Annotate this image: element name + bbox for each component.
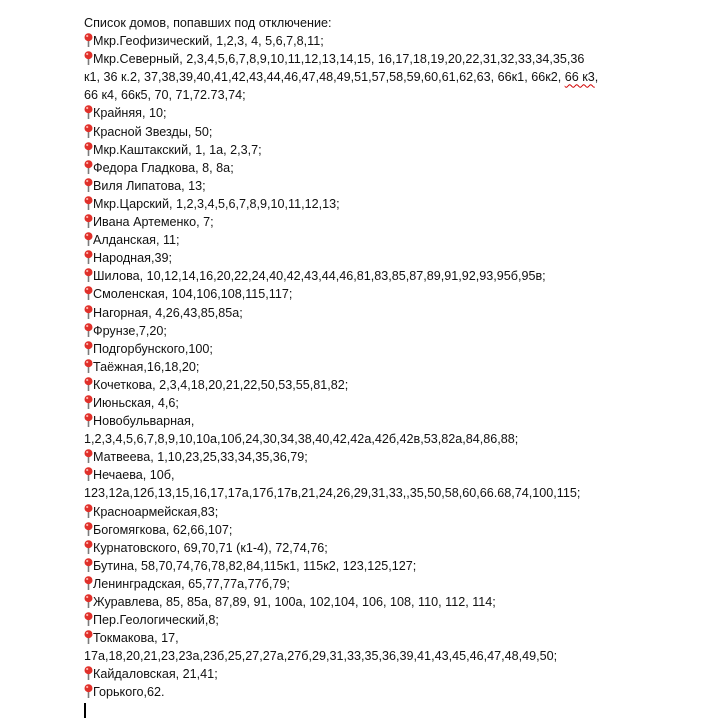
pushpin-icon xyxy=(84,467,93,481)
list-item xyxy=(84,575,714,593)
pushpin-icon xyxy=(84,178,93,192)
list-item-text: к1, 36 к.2, 37,38,39,40,41,42,43,44,46,47,48,49,51,57,58,59,60,61,62,63, 66к1, 66к2, 66 к3, xyxy=(84,70,599,85)
list-item xyxy=(84,304,714,322)
list-item-text: Народная,39; xyxy=(93,251,172,266)
list-item-text: Красной Звезды, 50; xyxy=(93,124,213,139)
list-item xyxy=(84,412,714,430)
pushpin-icon xyxy=(84,142,93,156)
list-item xyxy=(84,484,714,502)
pushpin-icon xyxy=(84,105,93,119)
list-item xyxy=(84,611,714,629)
list-item-text: Токмакова, 17, xyxy=(93,631,179,646)
list-item xyxy=(84,394,714,412)
list-item-text: Кочеткова, 2,3,4,18,20,21,22,50,53,55,81,82; xyxy=(93,377,349,392)
list-item-text: 123,12а,12б,13,15,16,17,17а,17б,17в,21,24,26,29,31,33,,35,50,58,60,66.68,74,100,115; xyxy=(84,486,581,501)
document-title: Список домов, попавших под отключение: xyxy=(84,16,332,30)
list-item-text: Ленинградская, 65,77,77а,77б,79; xyxy=(93,576,290,591)
list-item xyxy=(84,521,714,539)
list-item xyxy=(84,557,714,575)
list-item-text: Крайняя, 10; xyxy=(93,106,167,121)
list-item xyxy=(84,340,714,358)
pushpin-icon xyxy=(84,413,93,427)
list-item xyxy=(84,249,714,267)
list-item-text: Подгорбунского,100; xyxy=(93,341,213,356)
list-item-text: Фрунзе,7,20; xyxy=(93,323,167,338)
pushpin-icon xyxy=(84,540,93,554)
list-item-text: 66 к4, 66к5, 70, 71,72.73,74; xyxy=(84,88,246,103)
list-item-text: Матвеева, 1,10,23,25,33,34,35,36,79; xyxy=(93,450,308,465)
list-item xyxy=(84,665,714,683)
pushpin-icon xyxy=(84,684,93,698)
pushpin-icon xyxy=(84,612,93,626)
list-item xyxy=(84,86,714,104)
list-item xyxy=(84,430,714,448)
list-item-text: Кайдаловская, 21,41; xyxy=(93,667,218,682)
pushpin-icon xyxy=(84,395,93,409)
list-item xyxy=(84,104,714,122)
pushpin-icon xyxy=(84,576,93,590)
pushpin-icon xyxy=(84,124,93,138)
pushpin-icon xyxy=(84,268,93,282)
list-item-text: Новобульварная, xyxy=(93,414,195,429)
list-item xyxy=(84,376,714,394)
list-item xyxy=(84,195,714,213)
list-item xyxy=(84,647,714,665)
list-item-text: Шилова, 10,12,14,16,20,22,24,40,42,43,44,46,81,83,85,87,89,91,92,93,95б,95в; xyxy=(93,269,546,284)
pushpin-icon xyxy=(84,214,93,228)
list-item xyxy=(84,231,714,249)
pushpin-icon xyxy=(84,558,93,572)
list-item xyxy=(84,68,714,86)
pushpin-icon xyxy=(84,359,93,373)
list-item xyxy=(84,322,714,340)
list-item-text: Курнатовского, 69,70,71 (к1-4), 72,74,76; xyxy=(93,540,328,555)
pushpin-icon xyxy=(84,33,93,47)
pushpin-icon xyxy=(84,522,93,536)
list-item-text: Виля Липатова, 13; xyxy=(93,178,206,193)
list-item-text: Мкр.Царский, 1,2,3,4,5,6,7,8,9,10,11,12,13; xyxy=(93,196,340,211)
list-item-text: Мкр.Геофизический, 1,2,3, 4, 5,6,7,8,11; xyxy=(93,34,324,49)
list-item-text: Федора Гладкова, 8, 8а; xyxy=(93,160,234,175)
list-item xyxy=(84,141,714,159)
list-item-text: Нечаева, 10б, xyxy=(93,468,175,483)
list-item-text: Мкр.Каштакский, 1, 1а, 2,3,7; xyxy=(93,142,262,157)
list-item-text: Пер.Геологический,8; xyxy=(93,613,219,628)
list-item xyxy=(84,629,714,647)
pushpin-icon xyxy=(84,286,93,300)
pushpin-icon xyxy=(84,504,93,518)
address-list xyxy=(84,32,714,701)
pushpin-icon xyxy=(84,51,93,65)
list-item-text: Горького,62. xyxy=(93,685,165,700)
document-body[interactable] xyxy=(84,14,714,720)
list-item xyxy=(84,503,714,521)
pushpin-icon xyxy=(84,305,93,319)
list-item-text: Алданская, 11; xyxy=(93,233,180,248)
list-item xyxy=(84,448,714,466)
list-item-text: Красноармейская,83; xyxy=(93,504,219,519)
pushpin-icon xyxy=(84,449,93,463)
list-item xyxy=(84,50,714,68)
list-item-text: 1,2,3,4,5,6,7,8,9,10,10а,10б,24,30,34,38,40,42,42а,42б,42в,53,82а,84,86,88; xyxy=(84,432,519,447)
list-item-text: Ивана Артеменко, 7; xyxy=(93,215,214,230)
pushpin-icon xyxy=(84,377,93,391)
pushpin-icon xyxy=(84,160,93,174)
list-item xyxy=(84,466,714,484)
pushpin-icon xyxy=(84,341,93,355)
list-item-text: Июньская, 4,6; xyxy=(93,395,179,410)
list-item-text: Смоленская, 104,106,108,115,117; xyxy=(93,287,293,302)
pushpin-icon xyxy=(84,594,93,608)
list-item xyxy=(84,177,714,195)
pushpin-icon xyxy=(84,250,93,264)
list-item xyxy=(84,32,714,50)
pushpin-icon xyxy=(84,323,93,337)
list-item-text: Журавлева, 85, 85а, 87,89, 91, 100а, 102,104, 106, 108, 110, 112, 114; xyxy=(93,595,496,609)
pushpin-icon xyxy=(84,232,93,246)
list-item xyxy=(84,285,714,303)
list-item xyxy=(84,683,714,701)
pushpin-icon xyxy=(84,666,93,680)
list-item-text: Бутина, 58,70,74,76,78,82,84,115к1, 115к2, 123,125,127; xyxy=(93,558,417,573)
text-cursor xyxy=(84,703,86,718)
list-item-text: 17а,18,20,21,23,23а,23б,25,27,27а,27б,29,31,33,35,36,39,41,43,45,46,47,48,49,50; xyxy=(84,649,558,664)
list-item xyxy=(84,159,714,177)
list-item-text: Богомягкова, 62,66,107; xyxy=(93,522,233,537)
list-item-text: Нагорная, 4,26,43,85,85а; xyxy=(93,305,243,320)
list-item xyxy=(84,358,714,376)
text-cursor-line xyxy=(84,702,714,720)
pushpin-icon xyxy=(84,196,93,210)
list-item-text: Мкр.Северный, 2,3,4,5,6,7,8,9,10,11,12,13,14,15, 16,17,18,19,20,22,31,32,33,34,35,36 xyxy=(93,52,585,67)
list-item xyxy=(84,593,714,611)
list-item xyxy=(84,123,714,141)
spellcheck-underline: 66 к3 xyxy=(564,70,595,85)
list-item xyxy=(84,539,714,557)
pushpin-icon xyxy=(84,630,93,644)
list-item xyxy=(84,213,714,231)
list-item-text: Таёжная,16,18,20; xyxy=(93,359,200,374)
list-item xyxy=(84,267,714,285)
